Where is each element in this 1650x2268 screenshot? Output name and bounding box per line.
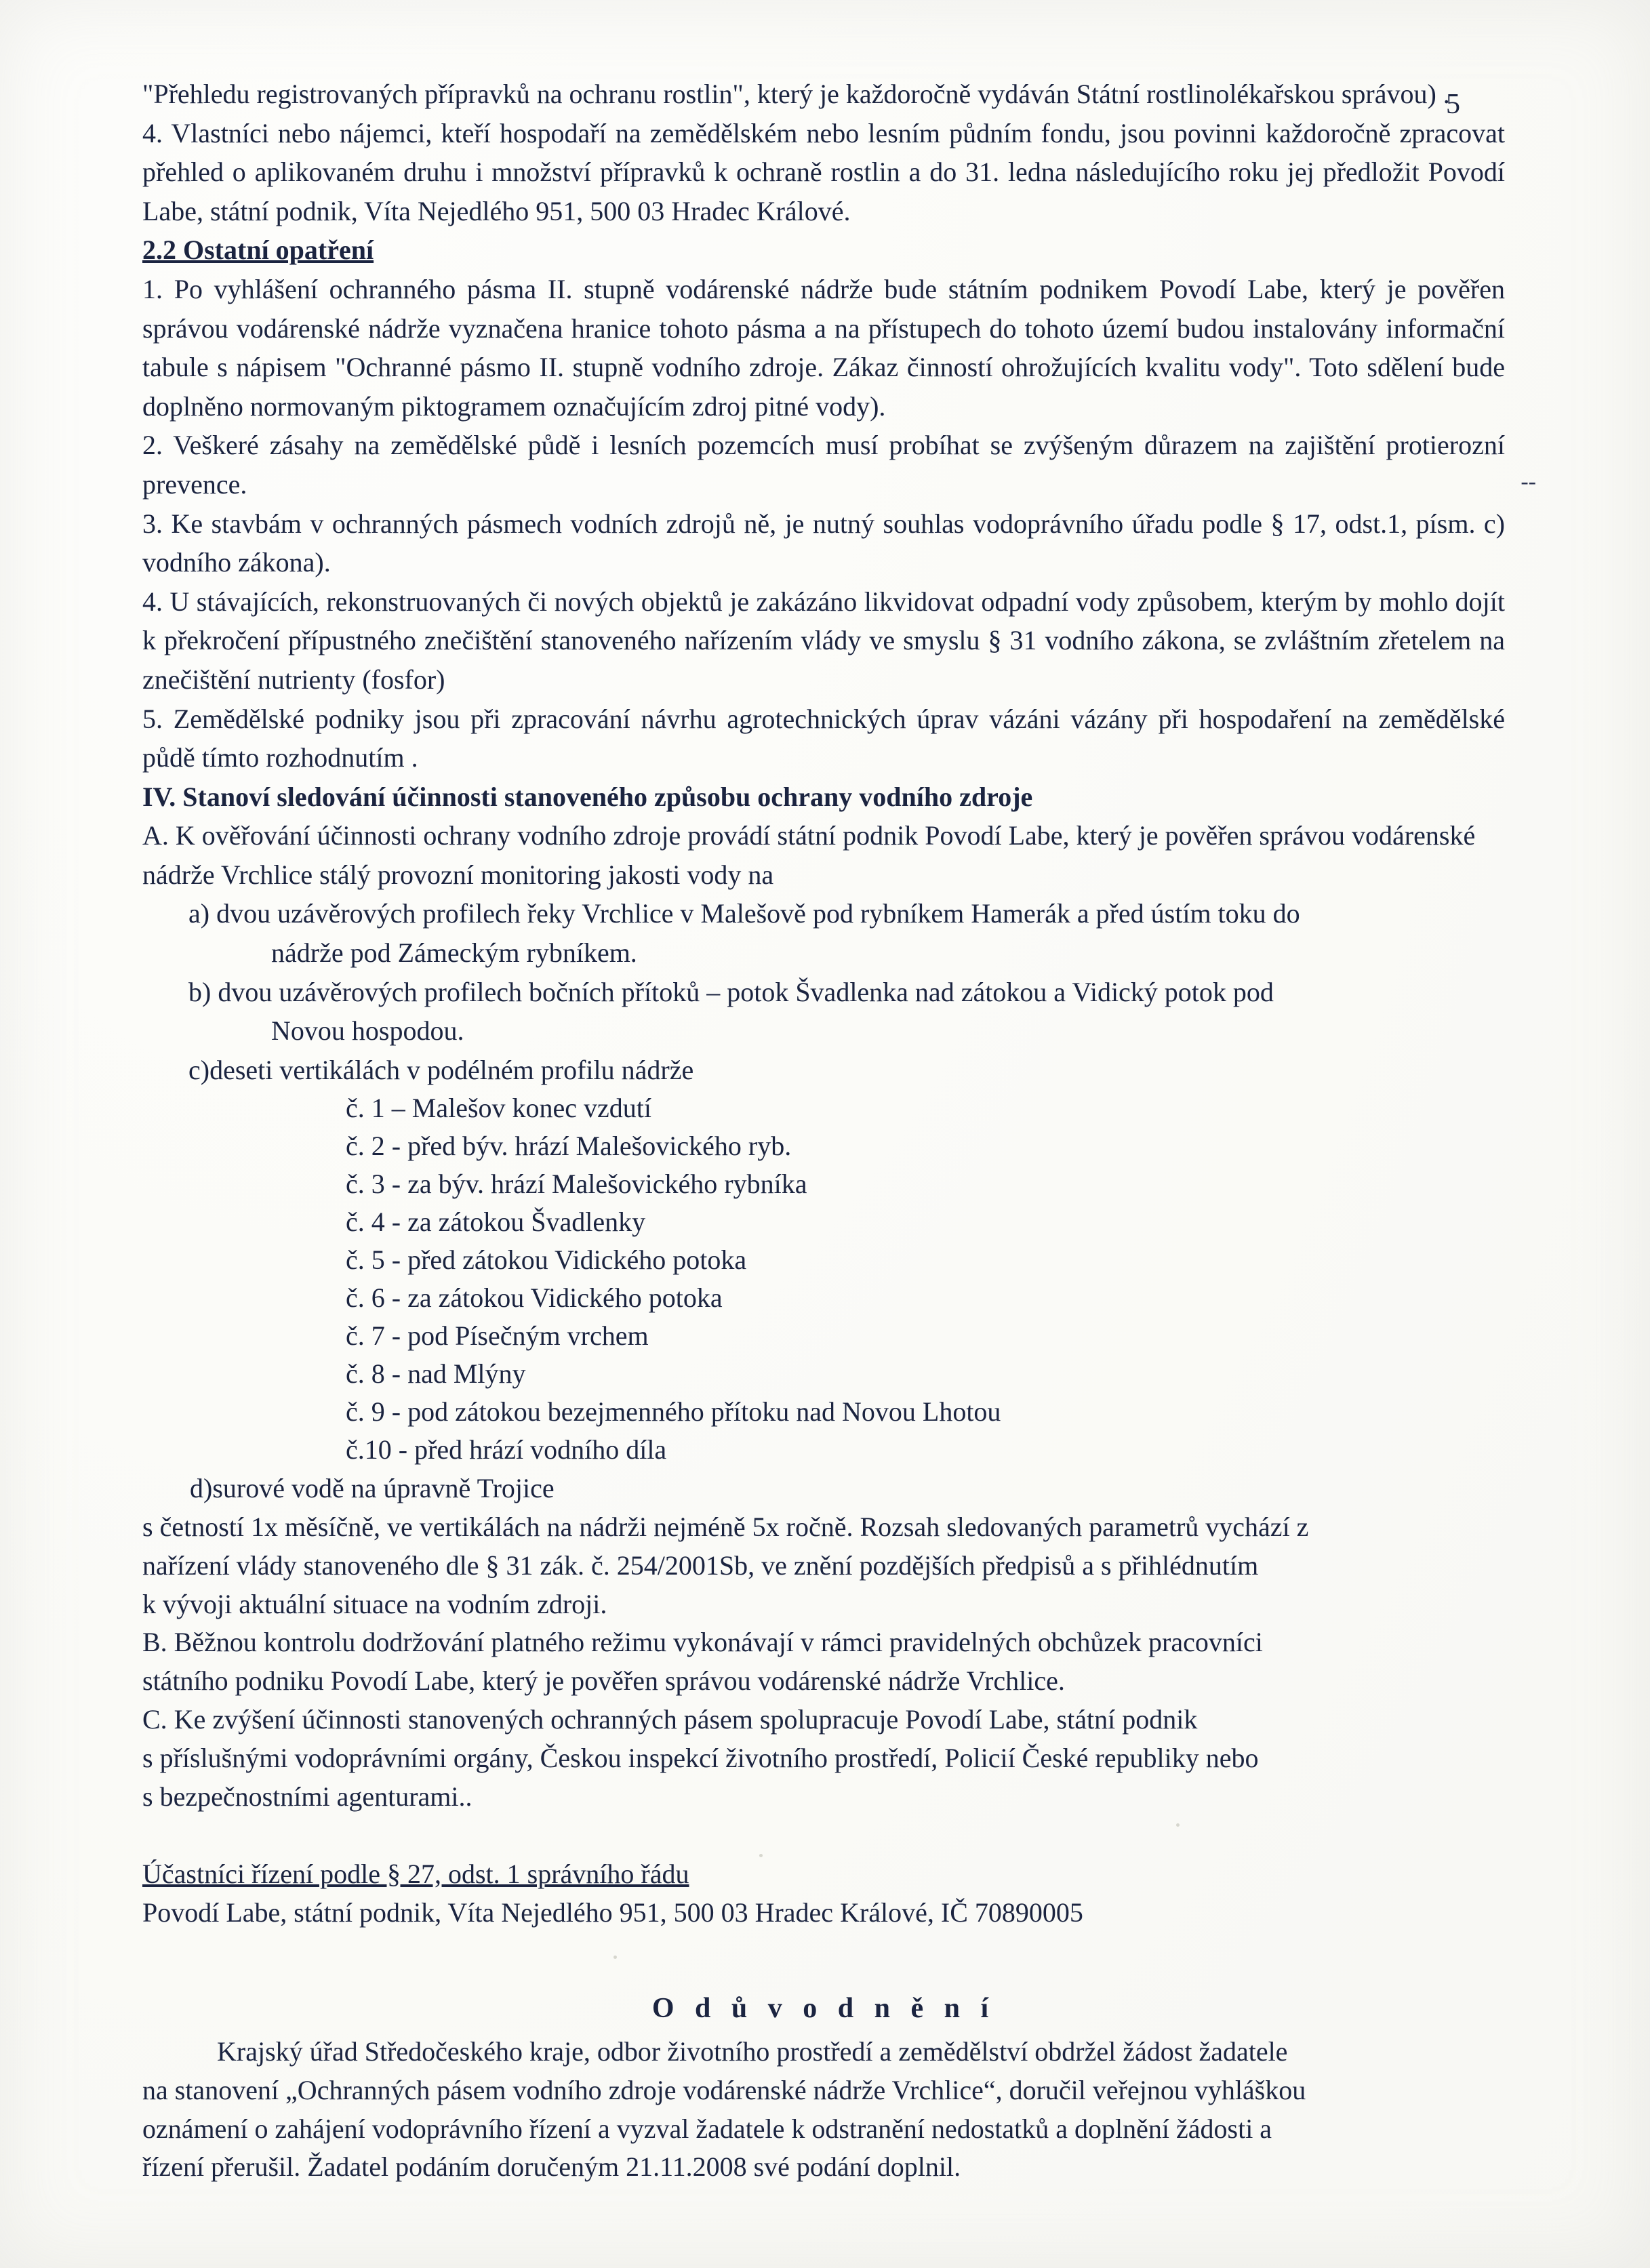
heading-2-2: 2.2 Ostatní opatření <box>142 235 374 266</box>
paragraph-c-line3: s bezpečnostními agenturami.. <box>142 1781 472 1812</box>
margin-dash-mark: -- <box>1521 469 1536 494</box>
list-item: č. 8 - nad Mlýny <box>346 1358 526 1390</box>
paragraph-2-2-5: 5. Zemědělské podniky jsou při zpracování návrhu agrotechnických úprav vázáni vázány při hospodaření na zemědělské půdě tímto rozhodnutím . <box>142 703 1505 773</box>
paragraph-item-4: 4. Vlastníci nebo nájemci, kteří hospodaří na zemědělském nebo lesním půdním fondu, jsou povinni každoročně zpracovat přehled o aplikovaném druhu i množství přípravků k ochraně rostlin a do 31. ledna následujícího roku jej předložit Povodí Labe, státní podnik, Víta Nejedlého 951, 500 03 Hradec Králové. <box>142 117 1505 226</box>
paragraph-2-2-1: 1. Po vyhlášení ochranného pásma II. stupně vodárenské nádrže bude státním podnikem Povodí Labe, který je pověřen správou vodárenské nádrže vyznačena hranice tohoto pásma a na přístupech do tohoto území budou instalovány informační tabule s nápisem "Ochranné pásmo II. stupně vodního zdroje. Zákaz činností ohrožujících kvalitu vody". Toto sdělení bude doplněno normovaným piktogramem označujícím zdroj pitné vody). <box>142 273 1505 422</box>
paragraph-frequency-line2: nařízení vlády stanoveného dle § 31 zák. č. 254/2001Sb, ve znění pozdějších předpisů a s přihlédnutím <box>142 1550 1259 1581</box>
list-item: č. 7 - pod Písečným vrchem <box>346 1320 649 1352</box>
vertical-profile-list <box>142 1089 1505 1469</box>
heading-justification: O d ů v o d n ě n í <box>651 1993 996 2024</box>
paragraph-justification-line1: Krajský úřad Středočeského kraje, odbor životního prostředí a zemědělství obdržel žádost žadatele <box>217 2036 1288 2067</box>
list-item-b-line1: b) dvou uzávěrových profilech bočních přítoků – potok Švadlenka nad zátokou a Vidický potok pod <box>188 976 1274 1007</box>
paragraph-frequency-line1: s četností 1x měsíčně, ve vertikálách na nádrži nejméně 5x ročně. Rozsah sledovaných parametrů vychází z <box>142 1512 1309 1543</box>
list-item-a-line1: a) dvou uzávěrových profilech řeky Vrchlice v Malešově pod rybníkem Hamerák a před ústím toku do <box>188 898 1300 929</box>
paragraph-a: A. K ověřování účinnosti ochrany vodního zdroje provádí státní podnik Povodí Labe, který je pověřen správou vodárenské nádrže Vrchlice stálý provozní monitoring jakosti vody na <box>142 820 1476 890</box>
paragraph-b-line2: státního podniku Povodí Labe, který je pověřen správou vodárenské nádrže Vrchlice. <box>142 1665 1065 1697</box>
list-item-a-line2: nádrže pod Zámeckým rybníkem. <box>271 937 637 969</box>
paragraph-justification-line4: řízení přerušil. Žadatel podáním doručeným 21.11.2008 své podání doplnil. <box>142 2151 961 2183</box>
paragraph-c-line1: C. Ke zvýšení účinnosti stanovených ochranných pásem spolupracuje Povodí Labe, státní podnik <box>142 1704 1198 1735</box>
paragraph-justification-line2: na stanovení „Ochranných pásem vodního zdroje vodárenské nádrže Vrchlice“, doručil veřejnou vyhláškou <box>142 2074 1306 2105</box>
heading-participants: Účastníci řízení podle § 27, odst. 1 správního řádu <box>142 1859 689 1890</box>
paragraph-quote: "Přehledu registrovaných přípravků na ochranu rostlin", který je každoročně vydáván Státní rostlinolékařskou správou) . <box>142 79 1450 109</box>
list-item: č. 1 – Malešov konec vzdutí <box>346 1093 651 1124</box>
list-item: č. 4 - za zátokou Švadlenky <box>346 1207 646 1238</box>
paragraph-b-line1: B. Běžnou kontrolu dodržování platného režimu vykonávají v rámci pravidelných obchůzek pracovníci <box>142 1627 1263 1658</box>
paragraph-2-2-4: 4. U stávajících, rekonstruovaných či nových objektů je zakázáno likvidovat odpadní vody způsobem, kterým by mohlo dojít k překročení přípustného znečištění stanoveného nařízením vlády ve smyslu § 31 vodního zákona, se zvláštním zřetelem na znečištění nutrienty (fosfor) <box>142 586 1505 695</box>
paragraph-c-line2: s příslušnými vodoprávními orgány, Českou inspekcí životního prostředí, Policií České republiky nebo <box>142 1742 1259 1773</box>
page-number: 5 <box>1446 89 1460 120</box>
list-item-c: c)deseti vertikálách v podélném profilu nádrže <box>188 1054 694 1085</box>
list-item: č. 3 - za býv. hrází Malešovického rybníka <box>346 1169 807 1200</box>
list-item-b-line2: Novou hospodou. <box>271 1015 464 1047</box>
paragraph-frequency-line3: k vývoji aktuální situace na vodním zdroji. <box>142 1588 607 1619</box>
list-item: č. 5 - před zátokou Vidického potoka <box>346 1244 747 1276</box>
list-item: č. 6 - za zátokou Vidického potoka <box>346 1282 723 1314</box>
list-item: č. 9 - pod zátokou bezejmenného přítoku nad Novou Lhotou <box>346 1396 1001 1427</box>
list-item-d: d)surové vodě na úpravně Trojice <box>190 1473 555 1504</box>
document-body <box>142 75 1505 2187</box>
list-item: č.10 - před hrází vodního díla <box>346 1434 667 1465</box>
paragraph-2-2-2: 2. Veškeré zásahy na zemědělské půdě i lesních pozemcích musí probíhat se zvýšeným důrazem na zajištění protierozní prevence. <box>142 430 1505 500</box>
heading-section-iv: IV. Stanoví sledování účinnosti stanoveného způsobu ochrany vodního zdroje <box>142 781 1033 812</box>
paragraph-2-2-3: 3. Ke stavbám v ochranných pásmech vodních zdrojů ně, je nutný souhlas vodoprávního úřadu podle § 17, odst.1, písm. c) vodního zákona). <box>142 508 1505 578</box>
paragraph-justification-line3: oznámení o zahájení vodoprávního řízení a vyzval žadatele k odstranění nedostatků a doplnění žádosti a <box>142 2113 1272 2144</box>
list-item: č. 2 - před býv. hrází Malešovického ryb. <box>346 1131 792 1162</box>
paragraph-participants: Povodí Labe, státní podnik, Víta Nejedlého 951, 500 03 Hradec Králové, IČ 70890005 <box>142 1897 1083 1928</box>
